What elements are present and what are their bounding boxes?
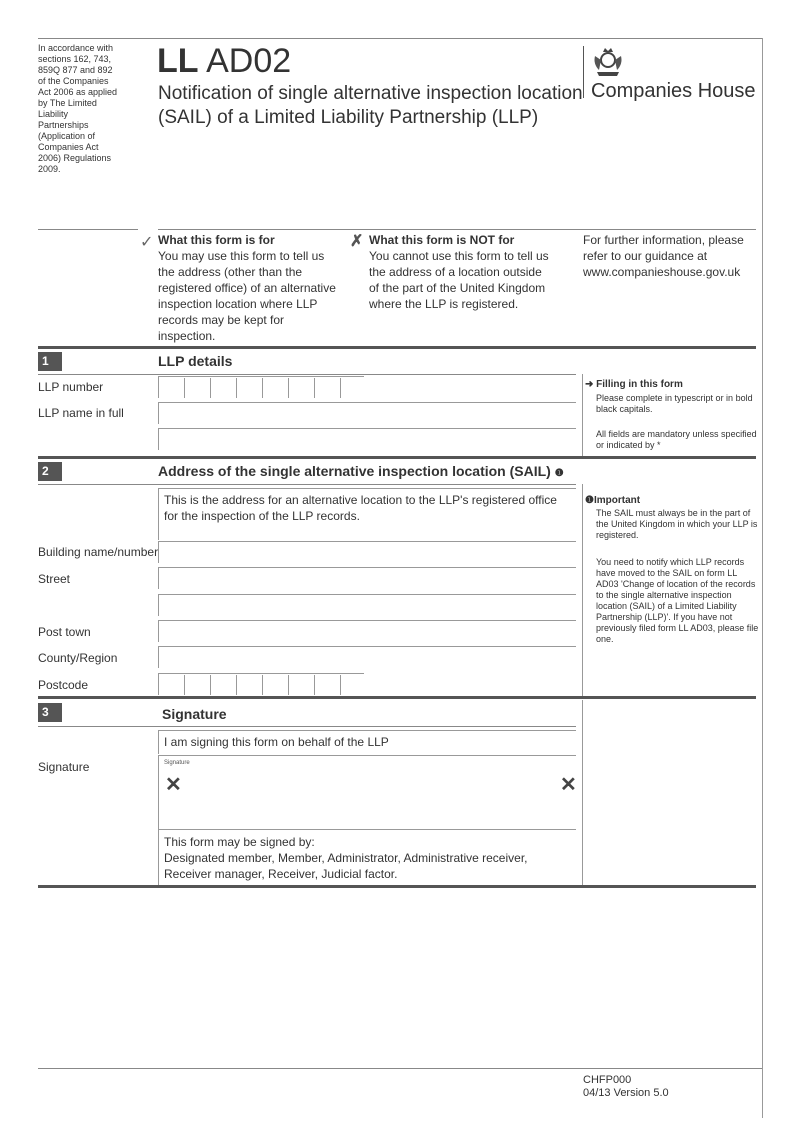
- building-label: Building name/number: [38, 545, 159, 559]
- postcode-label: Postcode: [38, 678, 89, 692]
- street-field-2[interactable]: [158, 594, 576, 616]
- llp-number-label: LLP number: [38, 380, 104, 394]
- royal-coat-of-arms-icon: [591, 46, 625, 78]
- post-town-field[interactable]: [158, 620, 576, 642]
- llp-number-field[interactable]: [158, 376, 364, 398]
- section3-rule: [38, 696, 756, 699]
- is-for-text: You may use this form to tell us the address (other than the registered office) of an alternative inspection location where LLP records may be kept for inspection.: [158, 249, 336, 343]
- important-text-2: You need to notify which LLP records have moved to the SAIL on form LL AD03 'Change of location of the records to the single alternative inspection location (SAIL) of a Limited Liability Partnership (LLP)'. If you have not previously filed form LL AD03, please file one.: [596, 557, 759, 644]
- llp-name-label: LLP name in full: [38, 406, 124, 420]
- further-info: For further information, please refer to our guidance at www.companieshouse.gov.uk: [583, 233, 744, 279]
- county-field[interactable]: [158, 646, 576, 668]
- help-divider-1: [582, 374, 583, 456]
- top-rule: [38, 38, 762, 39]
- is-for-title: What this form is for: [158, 233, 275, 247]
- sign-end-x-icon: ✕: [560, 774, 577, 796]
- street-label: Street: [38, 572, 71, 586]
- signature-label: Signature: [38, 760, 90, 774]
- signature-box[interactable]: [158, 755, 576, 829]
- section1-title: LLP details: [158, 353, 233, 369]
- building-field[interactable]: [158, 541, 576, 563]
- help-title: ➜ Filling in this form: [585, 379, 683, 390]
- brand-name: Companies House: [591, 80, 756, 102]
- county-label: County/Region: [38, 651, 118, 665]
- intro-rule: [158, 229, 756, 230]
- sail-intro: This is the address for an alternative location to the LLP's registered office for the inspection of the LLP records.: [164, 493, 557, 523]
- help-text-2: All fields are mandatory unless specified or indicated by *: [596, 429, 757, 450]
- declaration: I am signing this form on behalf of the LLP: [164, 735, 389, 749]
- page-edge: [762, 38, 763, 1118]
- form-code: LL AD02: [157, 42, 292, 80]
- help-divider-3: [582, 700, 583, 885]
- signed-by-title: This form may be signed by:: [164, 835, 315, 849]
- sign-start-x-icon: ✕: [165, 774, 182, 796]
- section2-title: Address of the single alternative inspection location (SAIL) ❶: [158, 463, 564, 479]
- form-title: Notification of single alternative inspection location (SAIL) of a Limited Liability Partnership (LLP): [158, 83, 583, 128]
- section3-title: Signature: [162, 706, 227, 722]
- section2-subrule: [38, 484, 576, 485]
- postcode-field[interactable]: [158, 673, 364, 695]
- footer-rule: [38, 1068, 762, 1069]
- llp-name-field-1[interactable]: [158, 402, 576, 424]
- llp-name-field-2[interactable]: [158, 428, 576, 450]
- section2-number: 2: [38, 462, 62, 481]
- important-text-1: The SAIL must always be in the part of the United Kingdom in which your LLP is registered.: [596, 508, 758, 540]
- street-field-1[interactable]: [158, 567, 576, 589]
- footer-version: 04/13 Version 5.0: [583, 1087, 669, 1099]
- not-for-title: What this form is NOT for: [369, 233, 515, 247]
- section1-number: 1: [38, 352, 62, 371]
- legal-note: In accordance with sections 162, 743, 859Q 877 and 892 of the Companies Act 2006 as applied by The Limited Liability Partnerships (Application of Companies Act 2006) Regulations 2009.: [38, 43, 118, 174]
- section2-rule: [38, 456, 756, 459]
- help-text-1: Please complete in typescript or in bold black capitals.: [596, 393, 753, 414]
- post-town-label: Post town: [38, 625, 91, 639]
- important-icon: ❶: [585, 495, 594, 506]
- signed-by-text: Designated member, Member, Administrator, Administrative receiver, Receiver manager, Receiver, Judicial factor.: [164, 851, 528, 881]
- tick-icon: ✓: [140, 234, 154, 251]
- intro-rule-left: [38, 229, 138, 230]
- section3-subrule: [38, 726, 576, 727]
- section1-subrule: [38, 374, 576, 375]
- not-for-text: You cannot use this form to tell us the address of a location outside of the part of the United Kingdom where the LLP is registered.: [369, 249, 549, 311]
- footer-code: CHFP000: [583, 1074, 632, 1086]
- section3-number: 3: [38, 703, 62, 722]
- signature-box-label: Signature: [164, 760, 190, 766]
- section3-bottom-rule: [38, 885, 756, 888]
- brand-divider: [583, 46, 584, 98]
- important-title: ❶Important: [585, 495, 641, 506]
- info-icon: ❶: [554, 468, 564, 479]
- help-divider-2: [582, 484, 583, 696]
- cross-icon: ✗: [350, 233, 364, 250]
- section1-rule: [38, 346, 756, 349]
